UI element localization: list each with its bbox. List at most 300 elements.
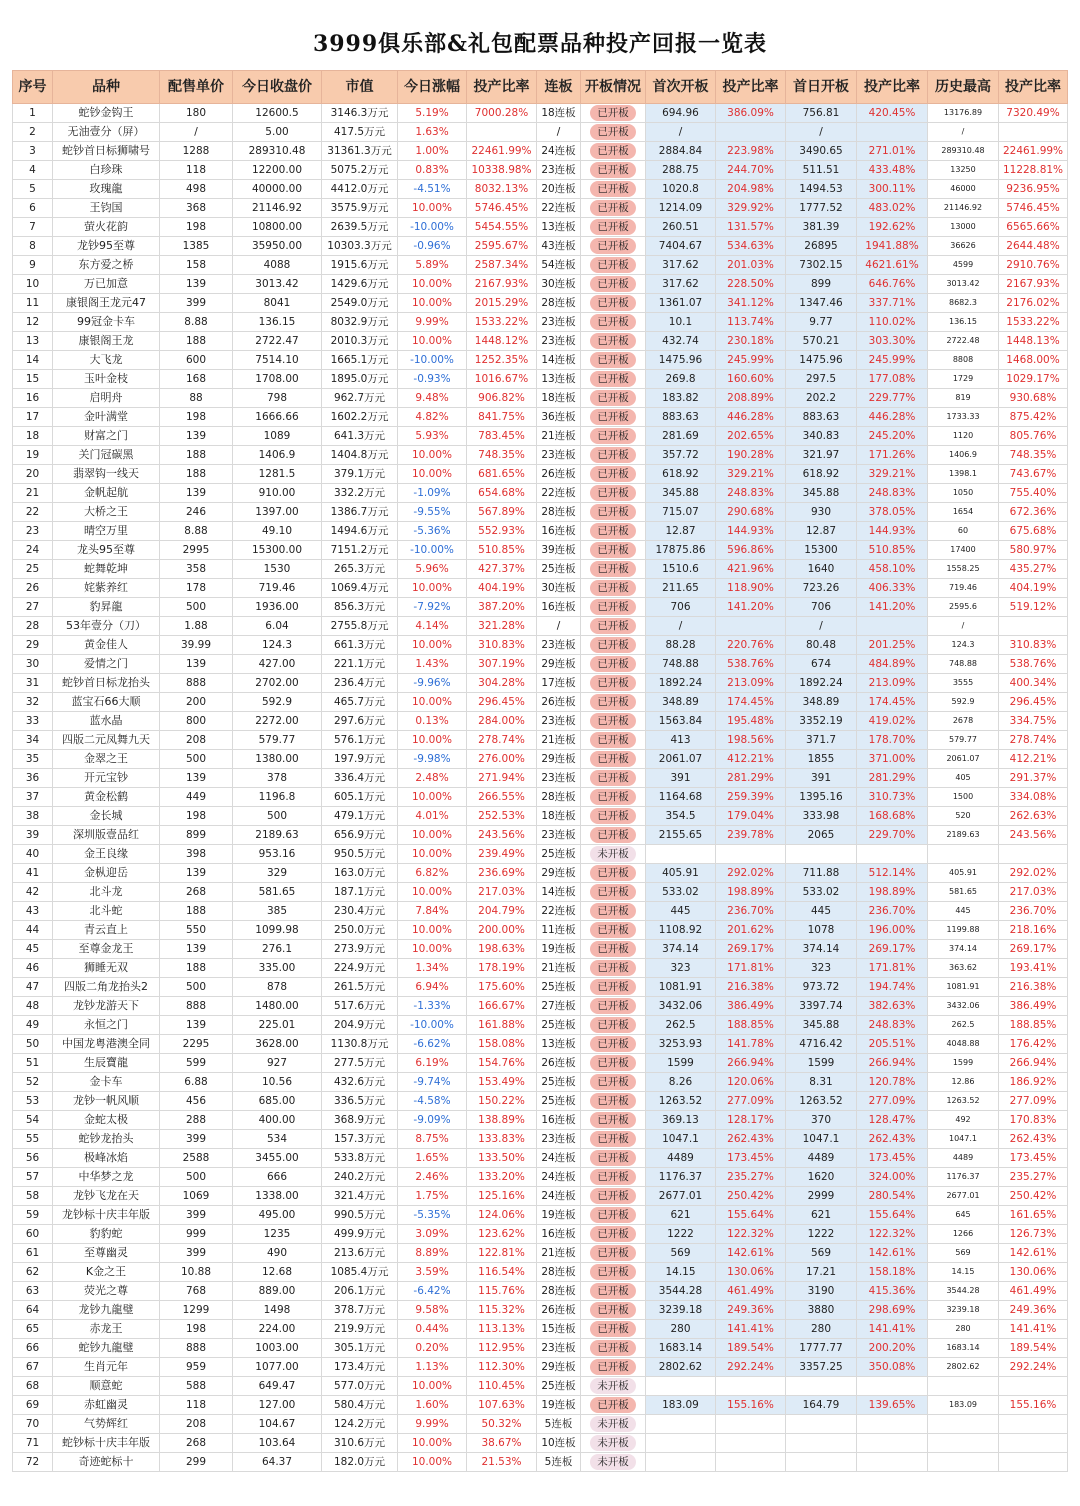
cell-first-day-ratio: 141.20%	[857, 598, 928, 617]
cell-open-status	[581, 1358, 646, 1377]
cell-index: 25	[13, 560, 53, 579]
cell-market-value: 1085.4万元	[322, 1263, 398, 1282]
table-row	[13, 370, 1068, 389]
cell-open-status	[581, 997, 646, 1016]
cell-history-high: 374.14	[928, 940, 999, 959]
cell-limit-streak: 25连板	[537, 1016, 581, 1035]
cell-first-open: 3544.28	[646, 1282, 716, 1301]
cell-issue-price: 888	[160, 997, 233, 1016]
cell-first-open: 413	[646, 731, 716, 750]
cell-market-value: 305.1万元	[322, 1339, 398, 1358]
cell-history-ratio: 291.37%	[999, 769, 1068, 788]
cell-variety: 北斗蛇	[53, 902, 160, 921]
cell-market-value: 265.3万元	[322, 560, 398, 579]
cell-first-day-ratio: 433.48%	[857, 161, 928, 180]
cell-index: 31	[13, 674, 53, 693]
cell-return-ratio: 841.75%	[467, 408, 537, 427]
cell-index: 46	[13, 959, 53, 978]
cell-limit-streak: 5连板	[537, 1415, 581, 1434]
cell-first-open: 262.5	[646, 1016, 716, 1035]
cell-first-open-ratio: 269.17%	[716, 940, 786, 959]
cell-market-value: 277.5万元	[322, 1054, 398, 1073]
cell-close-price: 124.3	[233, 636, 322, 655]
cell-variety: 中国龙粤港澳全同	[53, 1035, 160, 1054]
cell-limit-streak: 25连板	[537, 978, 581, 997]
cell-index: 20	[13, 465, 53, 484]
cell-history-ratio: 126.73%	[999, 1225, 1068, 1244]
cell-first-open-ratio: 195.48%	[716, 712, 786, 731]
cell-first-day-open: 4716.42	[786, 1035, 857, 1054]
cell-first-open-ratio: 461.49%	[716, 1282, 786, 1301]
cell-history-high: 21146.92	[928, 199, 999, 218]
cell-first-day-ratio: 248.83%	[857, 1016, 928, 1035]
cell-history-high: 3555	[928, 674, 999, 693]
cell-first-open: 1222	[646, 1225, 716, 1244]
open-status-badge: 未开板	[590, 1378, 636, 1394]
cell-market-value: 1602.2万元	[322, 408, 398, 427]
cell-close-price: 21146.92	[233, 199, 322, 218]
cell-market-value: 336.5万元	[322, 1092, 398, 1111]
cell-open-status	[581, 1016, 646, 1035]
cell-change: 6.19%	[398, 1054, 467, 1073]
cell-open-status	[581, 674, 646, 693]
cell-first-open: 748.88	[646, 655, 716, 674]
cell-market-value: 3575.9万元	[322, 199, 398, 218]
cell-first-day-open: 8.31	[786, 1073, 857, 1092]
cell-return-ratio: 681.65%	[467, 465, 537, 484]
cell-history-ratio: 519.12%	[999, 598, 1068, 617]
cell-variety: 蛇钞首日标龙抬头	[53, 674, 160, 693]
cell-return-ratio: 654.68%	[467, 484, 537, 503]
cell-first-open-ratio: 198.56%	[716, 731, 786, 750]
cell-market-value: 3146.3万元	[322, 104, 398, 123]
cell-close-price: 1281.5	[233, 465, 322, 484]
open-status-badge: 已开板	[590, 409, 636, 425]
cell-first-day-open: 1892.24	[786, 674, 857, 693]
cell-index: 17	[13, 408, 53, 427]
cell-limit-streak: 24连板	[537, 1187, 581, 1206]
cell-first-day-open: 674	[786, 655, 857, 674]
open-status-badge: 未开板	[590, 1416, 636, 1432]
cell-first-day-ratio: 484.89%	[857, 655, 928, 674]
cell-return-ratio: 154.76%	[467, 1054, 537, 1073]
cell-first-day-open: 1078	[786, 921, 857, 940]
cell-index: 26	[13, 579, 53, 598]
cell-first-day-open: 1222	[786, 1225, 857, 1244]
cell-history-high: 3013.42	[928, 275, 999, 294]
table-row	[13, 902, 1068, 921]
cell-history-ratio: 188.85%	[999, 1016, 1068, 1035]
cell-first-open: 1599	[646, 1054, 716, 1073]
cell-open-status	[581, 408, 646, 427]
cell-first-open-ratio: 141.41%	[716, 1320, 786, 1339]
cell-issue-price: 200	[160, 693, 233, 712]
cell-first-open-ratio	[716, 845, 786, 864]
table-row	[13, 921, 1068, 940]
cell-close-price: 500	[233, 807, 322, 826]
cell-variety: 豹豹蛇	[53, 1225, 160, 1244]
cell-index: 27	[13, 598, 53, 617]
cell-close-price: 1099.98	[233, 921, 322, 940]
cell-close-price: 385	[233, 902, 322, 921]
cell-open-status	[581, 693, 646, 712]
cell-issue-price: 208	[160, 731, 233, 750]
cell-return-ratio: 296.45%	[467, 693, 537, 712]
cell-close-price: 427.00	[233, 655, 322, 674]
cell-market-value: 124.2万元	[322, 1415, 398, 1434]
cell-index: 67	[13, 1358, 53, 1377]
cell-limit-streak: 19连板	[537, 1396, 581, 1415]
cell-index: 45	[13, 940, 53, 959]
cell-first-open: 269.8	[646, 370, 716, 389]
cell-first-open: 3432.06	[646, 997, 716, 1016]
cell-variety: 金叶满堂	[53, 408, 160, 427]
cell-change: 10.00%	[398, 199, 467, 218]
cell-open-status	[581, 1377, 646, 1396]
cell-close-price: 1235	[233, 1225, 322, 1244]
cell-history-ratio: 404.19%	[999, 579, 1068, 598]
cell-market-value: 297.6万元	[322, 712, 398, 731]
cell-market-value: 641.3万元	[322, 427, 398, 446]
cell-index: 56	[13, 1149, 53, 1168]
cell-index: 42	[13, 883, 53, 902]
cell-limit-streak: 27连板	[537, 997, 581, 1016]
cell-open-status	[581, 845, 646, 864]
cell-return-ratio: 38.67%	[467, 1434, 537, 1453]
cell-return-ratio: 276.00%	[467, 750, 537, 769]
cell-first-open: 357.72	[646, 446, 716, 465]
cell-history-ratio: 412.21%	[999, 750, 1068, 769]
cell-return-ratio: 22461.99%	[467, 142, 537, 161]
cell-variety: 四版二元凤舞九天	[53, 731, 160, 750]
cell-first-day-ratio: 177.08%	[857, 370, 928, 389]
cell-first-open: 7404.67	[646, 237, 716, 256]
cell-change: 10.00%	[398, 465, 467, 484]
cell-index: 16	[13, 389, 53, 408]
cell-first-day-open: 723.26	[786, 579, 857, 598]
cell-issue-price: 198	[160, 218, 233, 237]
cell-limit-streak: 18连板	[537, 807, 581, 826]
cell-first-day-open: 1855	[786, 750, 857, 769]
cell-open-status	[581, 370, 646, 389]
cell-limit-streak: 25连板	[537, 1073, 581, 1092]
cell-index: 11	[13, 294, 53, 313]
cell-close-price: 490	[233, 1244, 322, 1263]
cell-first-open-ratio: 131.57%	[716, 218, 786, 237]
cell-limit-streak: 28连板	[537, 294, 581, 313]
cell-history-ratio: 2644.48%	[999, 237, 1068, 256]
cell-history-ratio	[999, 1434, 1068, 1453]
cell-open-status	[581, 712, 646, 731]
cell-close-price: 329	[233, 864, 322, 883]
cell-first-day-open: 17.21	[786, 1263, 857, 1282]
cell-variety: 蛇钞金钩王	[53, 104, 160, 123]
cell-first-open-ratio	[716, 123, 786, 142]
cell-history-high: 569	[928, 1244, 999, 1263]
cell-first-open-ratio: 113.74%	[716, 313, 786, 332]
cell-first-open: 3239.18	[646, 1301, 716, 1320]
cell-variety: 金长城	[53, 807, 160, 826]
cell-open-status	[581, 731, 646, 750]
cell-index: 29	[13, 636, 53, 655]
cell-index: 40	[13, 845, 53, 864]
cell-index: 21	[13, 484, 53, 503]
cell-open-status	[581, 1244, 646, 1263]
cell-limit-streak: 21连板	[537, 427, 581, 446]
cell-first-day-ratio	[857, 1415, 928, 1434]
cell-market-value: 2639.5万元	[322, 218, 398, 237]
cell-first-day-open: 374.14	[786, 940, 857, 959]
cell-first-open: /	[646, 617, 716, 636]
cell-change: -4.58%	[398, 1092, 467, 1111]
cell-first-open-ratio: 171.81%	[716, 959, 786, 978]
cell-change: -10.00%	[398, 1016, 467, 1035]
cell-first-open-ratio: 290.68%	[716, 503, 786, 522]
cell-change: -9.09%	[398, 1111, 467, 1130]
cell-history-ratio: 250.42%	[999, 1187, 1068, 1206]
open-status-badge: 已开板	[590, 1226, 636, 1242]
open-status-badge: 已开板	[590, 1245, 636, 1261]
cell-first-open: 183.82	[646, 389, 716, 408]
cell-variety: 金帆起航	[53, 484, 160, 503]
cell-open-status	[581, 959, 646, 978]
cell-limit-streak: 43连板	[537, 237, 581, 256]
table-row	[13, 123, 1068, 142]
cell-change: 0.44%	[398, 1320, 467, 1339]
cell-index: 64	[13, 1301, 53, 1320]
cell-limit-streak: /	[537, 123, 581, 142]
cell-variety: 翡翠钩一线天	[53, 465, 160, 484]
cell-first-open-ratio: 198.89%	[716, 883, 786, 902]
cell-limit-streak: 24连板	[537, 1168, 581, 1187]
open-status-badge: 已开板	[590, 618, 636, 634]
table-row	[13, 788, 1068, 807]
cell-index: 54	[13, 1111, 53, 1130]
cell-history-ratio: 2176.02%	[999, 294, 1068, 313]
cell-change: -7.92%	[398, 598, 467, 617]
cell-first-open: 715.07	[646, 503, 716, 522]
table-row	[13, 389, 1068, 408]
cell-first-open: 1047.1	[646, 1130, 716, 1149]
cell-index: 44	[13, 921, 53, 940]
cell-first-open-ratio: 189.54%	[716, 1339, 786, 1358]
cell-first-day-open: 621	[786, 1206, 857, 1225]
cell-market-value: 962.7万元	[322, 389, 398, 408]
cell-close-price: 878	[233, 978, 322, 997]
cell-close-price: 4088	[233, 256, 322, 275]
cell-market-value: 656.9万元	[322, 826, 398, 845]
cell-limit-streak: 28连板	[537, 788, 581, 807]
cell-first-open-ratio	[716, 617, 786, 636]
table-row	[13, 313, 1068, 332]
cell-first-open-ratio: 204.98%	[716, 180, 786, 199]
cell-first-day-open: 756.81	[786, 104, 857, 123]
cell-first-open: 14.15	[646, 1263, 716, 1282]
cell-index: 9	[13, 256, 53, 275]
cell-change: 3.09%	[398, 1225, 467, 1244]
cell-change: 10.00%	[398, 1434, 467, 1453]
cell-return-ratio: 21.53%	[467, 1453, 537, 1472]
cell-history-ratio: 2167.93%	[999, 275, 1068, 294]
cell-change: -1.09%	[398, 484, 467, 503]
open-status-badge: 已开板	[590, 238, 636, 254]
cell-return-ratio: 112.95%	[467, 1339, 537, 1358]
cell-index: 8	[13, 237, 53, 256]
cell-variety: 玉叶金枝	[53, 370, 160, 389]
cell-first-day-open: 164.79	[786, 1396, 857, 1415]
table-row	[13, 1244, 1068, 1263]
cell-close-price: 666	[233, 1168, 322, 1187]
cell-return-ratio: 236.69%	[467, 864, 537, 883]
cell-open-status	[581, 560, 646, 579]
cell-first-open-ratio	[716, 1453, 786, 1472]
table-row	[13, 522, 1068, 541]
cell-change: 1.75%	[398, 1187, 467, 1206]
cell-first-open-ratio: 245.99%	[716, 351, 786, 370]
cell-variety: 金卡车	[53, 1073, 160, 1092]
cell-first-open: 618.92	[646, 465, 716, 484]
open-status-badge: 已开板	[590, 675, 636, 691]
cell-close-price: 2702.00	[233, 674, 322, 693]
cell-change: 1.00%	[398, 142, 467, 161]
cell-market-value: 1130.8万元	[322, 1035, 398, 1054]
cell-first-open: 706	[646, 598, 716, 617]
cell-first-open-ratio: 262.43%	[716, 1130, 786, 1149]
cell-close-price: 5.00	[233, 123, 322, 142]
cell-first-open-ratio: 179.04%	[716, 807, 786, 826]
open-status-badge: 已开板	[590, 1321, 636, 1337]
cell-issue-price: 999	[160, 1225, 233, 1244]
cell-history-ratio: 675.68%	[999, 522, 1068, 541]
cell-history-ratio: 141.41%	[999, 1320, 1068, 1339]
cell-return-ratio: 906.82%	[467, 389, 537, 408]
cell-open-status	[581, 104, 646, 123]
cell-history-high: 8682.3	[928, 294, 999, 313]
cell-change: 2.48%	[398, 769, 467, 788]
cell-first-open	[646, 845, 716, 864]
open-status-badge: 已开板	[590, 960, 636, 976]
cell-issue-price: 188	[160, 902, 233, 921]
cell-first-open-ratio: 128.17%	[716, 1111, 786, 1130]
cell-open-status	[581, 218, 646, 237]
cell-market-value: 2755.8万元	[322, 617, 398, 636]
cell-history-high: 1266	[928, 1225, 999, 1244]
cell-limit-streak: 21连板	[537, 731, 581, 750]
cell-close-price: 225.01	[233, 1016, 322, 1035]
table-row	[13, 636, 1068, 655]
cell-first-day-ratio	[857, 123, 928, 142]
cell-open-status	[581, 978, 646, 997]
cell-variety: 蛇钞首日标狮啸号	[53, 142, 160, 161]
cell-history-ratio: 218.16%	[999, 921, 1068, 940]
cell-first-open-ratio: 230.18%	[716, 332, 786, 351]
cell-limit-streak: 22连板	[537, 902, 581, 921]
cell-first-day-open: 381.39	[786, 218, 857, 237]
cell-variety: 龙钞九龍璧	[53, 1301, 160, 1320]
cell-issue-price: 139	[160, 427, 233, 446]
cell-market-value: 310.6万元	[322, 1434, 398, 1453]
cell-first-day-open	[786, 1453, 857, 1472]
cell-open-status	[581, 579, 646, 598]
cell-variety: 99冠金卡车	[53, 313, 160, 332]
cell-first-day-open: 1395.16	[786, 788, 857, 807]
cell-limit-streak: 13连板	[537, 370, 581, 389]
cell-issue-price: 358	[160, 560, 233, 579]
cell-variety: K金之王	[53, 1263, 160, 1282]
cell-variety: 东方爱之桥	[53, 256, 160, 275]
cell-market-value: 1915.6万元	[322, 256, 398, 275]
cell-close-price: 579.77	[233, 731, 322, 750]
cell-first-day-ratio: 300.11%	[857, 180, 928, 199]
cell-variety: 王钧国	[53, 199, 160, 218]
open-status-badge: 已开板	[590, 941, 636, 957]
cell-first-open: 10.1	[646, 313, 716, 332]
cell-issue-price: 118	[160, 161, 233, 180]
table-row	[13, 1320, 1068, 1339]
header-first-open-ratio: 投产比率	[716, 71, 786, 104]
cell-first-day-open: 1599	[786, 1054, 857, 1073]
cell-market-value: 605.1万元	[322, 788, 398, 807]
cell-issue-price: 6.88	[160, 1073, 233, 1092]
cell-open-status	[581, 1282, 646, 1301]
cell-limit-streak: 13连板	[537, 1035, 581, 1054]
table-row	[13, 161, 1068, 180]
open-status-badge: 已开板	[590, 1055, 636, 1071]
cell-first-day-ratio: 446.28%	[857, 408, 928, 427]
cell-limit-streak: 28连板	[537, 1282, 581, 1301]
table-row	[13, 579, 1068, 598]
cell-first-day-open	[786, 1434, 857, 1453]
cell-issue-price: 599	[160, 1054, 233, 1073]
cell-return-ratio: 1016.67%	[467, 370, 537, 389]
cell-open-status	[581, 864, 646, 883]
cell-history-high: 17400	[928, 541, 999, 560]
cell-index: 70	[13, 1415, 53, 1434]
cell-variety: 康银阁王龙元47	[53, 294, 160, 313]
cell-history-high: 1047.1	[928, 1130, 999, 1149]
cell-issue-price: 2588	[160, 1149, 233, 1168]
cell-market-value: 2010.3万元	[322, 332, 398, 351]
cell-limit-streak: 24连板	[537, 1149, 581, 1168]
cell-first-open-ratio: 596.86%	[716, 541, 786, 560]
cell-market-value: 240.2万元	[322, 1168, 398, 1187]
cell-first-open: 17875.86	[646, 541, 716, 560]
cell-variety: 金蛇太极	[53, 1111, 160, 1130]
cell-history-ratio: 189.54%	[999, 1339, 1068, 1358]
cell-history-ratio: 262.63%	[999, 807, 1068, 826]
cell-change: 10.00%	[398, 294, 467, 313]
cell-variety: 狮睡无双	[53, 959, 160, 978]
cell-market-value: 661.3万元	[322, 636, 398, 655]
cell-first-open: 883.63	[646, 408, 716, 427]
cell-change: 10.00%	[398, 446, 467, 465]
cell-open-status	[581, 142, 646, 161]
cell-first-day-open: 973.72	[786, 978, 857, 997]
cell-first-day-open: 1620	[786, 1168, 857, 1187]
cell-history-ratio: 236.70%	[999, 902, 1068, 921]
cell-change: 5.96%	[398, 560, 467, 579]
cell-first-day-open: 348.89	[786, 693, 857, 712]
cell-issue-price: 399	[160, 1244, 233, 1263]
cell-history-ratio: 9236.95%	[999, 180, 1068, 199]
cell-market-value: 577.0万元	[322, 1377, 398, 1396]
cell-limit-streak: 23连板	[537, 446, 581, 465]
cell-variety: 四版二角龙抬头2	[53, 978, 160, 997]
cell-first-day-ratio: 178.70%	[857, 731, 928, 750]
cell-market-value: 1386.7万元	[322, 503, 398, 522]
table-row	[13, 1453, 1068, 1472]
cell-limit-streak: 23连板	[537, 769, 581, 788]
